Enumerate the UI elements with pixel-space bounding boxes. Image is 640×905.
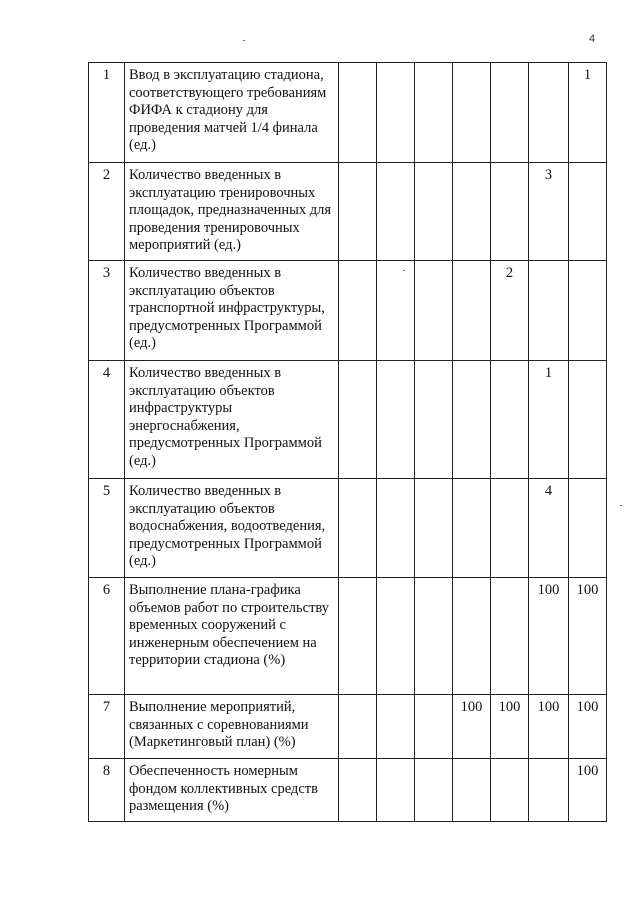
value-cell — [377, 361, 415, 479]
value-cell — [339, 261, 377, 361]
indicator-name: Количество введенных в эксплуатацию объектов инфраструктуры энергоснабжения, предусмотренных Программой (ед.) — [125, 361, 339, 479]
indicator-name: Количество введенных в эксплуатацию тренировочных площадок, предназначенных для проведения тренировочных мероприятий (ед.) — [125, 163, 339, 261]
row-number: 4 — [89, 361, 125, 479]
value-cell — [453, 163, 491, 261]
table-row — [89, 163, 607, 261]
value-cell — [415, 361, 453, 479]
value-cell: 1 — [529, 361, 569, 479]
value-cell — [339, 759, 377, 822]
value-cell — [377, 759, 415, 822]
value-cell — [453, 261, 491, 361]
indicator-name: Ввод в эксплуатацию стадиона, соответствующего требованиям ФИФА к стадиону для проведения матчей 1/4 финала (ед.) — [125, 63, 339, 163]
table-row — [89, 578, 607, 695]
value-cell — [529, 261, 569, 361]
value-cell: 100 — [569, 578, 607, 695]
indicator-name: Обеспеченность номерным фондом коллективных средств размещения (%) — [125, 759, 339, 822]
value-cell — [339, 163, 377, 261]
scan-speck — [243, 40, 245, 41]
value-cell — [415, 479, 453, 578]
value-cell — [377, 163, 415, 261]
value-cell — [453, 63, 491, 163]
value-cell — [491, 479, 529, 578]
row-number: 3 — [89, 261, 125, 361]
table-row — [89, 479, 607, 578]
value-cell: 4 — [529, 479, 569, 578]
value-cell — [377, 261, 415, 361]
value-cell: 3 — [529, 163, 569, 261]
table-row — [89, 759, 607, 822]
value-cell — [415, 578, 453, 695]
value-cell — [377, 479, 415, 578]
value-cell — [415, 163, 453, 261]
indicator-name: Выполнение плана-графика объемов работ по строительству временных сооружений с инженерным обеспечением на территории стадиона (%) — [125, 578, 339, 695]
indicator-name: Количество введенных в эксплуатацию объектов водоснабжения, водоотведения, предусмотренных Программой (ед.) — [125, 479, 339, 578]
row-number: 2 — [89, 163, 125, 261]
value-cell — [569, 361, 607, 479]
value-cell: 1 — [569, 63, 607, 163]
value-cell — [377, 578, 415, 695]
indicator-name: Количество введенных в эксплуатацию объектов транспортной инфраструктуры, предусмотренных Программой (ед.) — [125, 261, 339, 361]
value-cell — [491, 578, 529, 695]
indicator-name: Выполнение мероприятий, связанных с соревнованиями (Маркетинговый план) (%) — [125, 695, 339, 759]
value-cell — [377, 695, 415, 759]
value-cell: 100 — [529, 578, 569, 695]
value-cell — [453, 578, 491, 695]
value-cell: 2 — [491, 261, 529, 361]
indicators-table — [88, 62, 607, 822]
scan-speck — [620, 505, 622, 506]
value-cell — [453, 479, 491, 578]
table-row — [89, 63, 607, 163]
value-cell: 100 — [491, 695, 529, 759]
table-row — [89, 261, 607, 361]
value-cell — [339, 63, 377, 163]
value-cell — [415, 695, 453, 759]
value-cell — [453, 759, 491, 822]
value-cell — [339, 479, 377, 578]
table-row — [89, 695, 607, 759]
value-cell — [529, 63, 569, 163]
row-number: 7 — [89, 695, 125, 759]
value-cell — [491, 361, 529, 479]
value-cell — [339, 695, 377, 759]
value-cell — [377, 63, 415, 163]
value-cell — [415, 63, 453, 163]
value-cell — [415, 759, 453, 822]
row-number: 1 — [89, 63, 125, 163]
value-cell — [339, 578, 377, 695]
value-cell — [415, 261, 453, 361]
page-number: 4 — [589, 33, 596, 45]
table-row — [89, 361, 607, 479]
row-number: 5 — [89, 479, 125, 578]
value-cell — [339, 361, 377, 479]
value-cell: 100 — [453, 695, 491, 759]
value-cell — [491, 63, 529, 163]
value-cell — [569, 479, 607, 578]
value-cell: 100 — [569, 759, 607, 822]
value-cell — [569, 163, 607, 261]
value-cell — [453, 361, 491, 479]
value-cell: 100 — [529, 695, 569, 759]
value-cell: 100 — [569, 695, 607, 759]
row-number: 8 — [89, 759, 125, 822]
value-cell — [491, 163, 529, 261]
row-number: 6 — [89, 578, 125, 695]
value-cell — [529, 759, 569, 822]
value-cell — [491, 759, 529, 822]
value-cell — [569, 261, 607, 361]
